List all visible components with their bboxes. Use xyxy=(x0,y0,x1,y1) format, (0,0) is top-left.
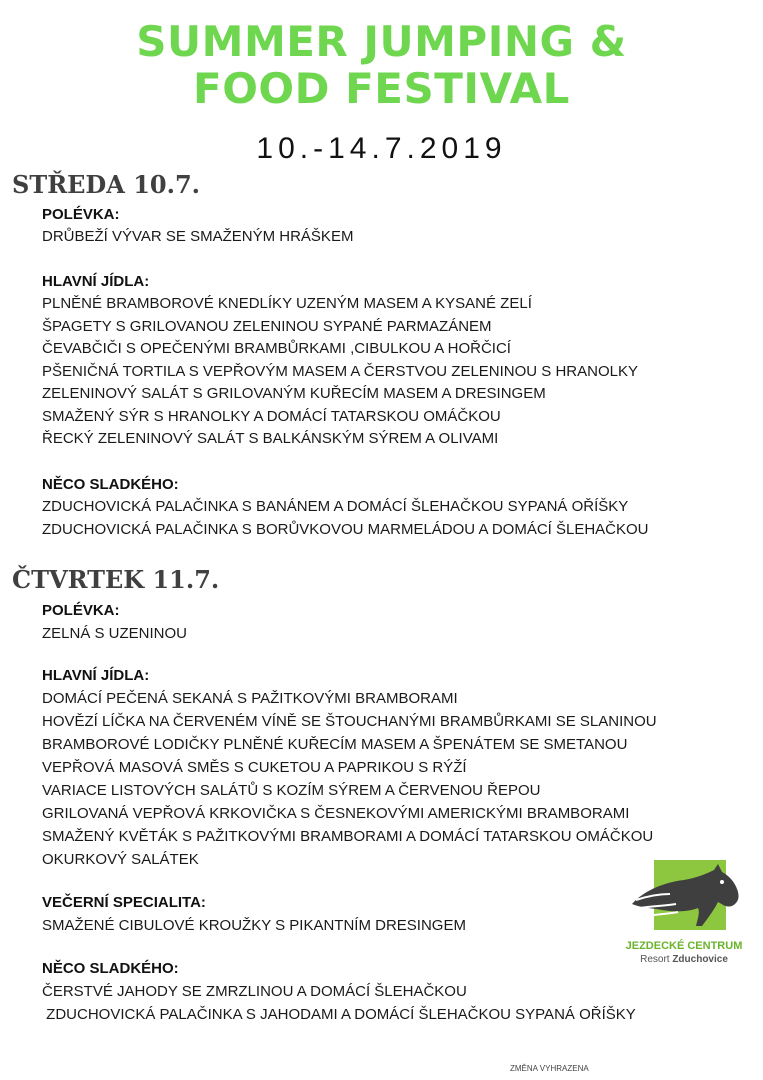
menu-item: ZDUCHOVICKÁ PALAČINKA S BANÁNEM A DOMÁCÍ ŠLEHAČKOU SYPANÁ OŘÍŠKY xyxy=(42,498,629,515)
menu-item: ŘECKÝ ZELENINOVÝ SALÁT S BALKÁNSKÝM SÝREM A OLIVAMI xyxy=(42,430,499,447)
footer-note: ZMĚNA VYHRAZENA xyxy=(510,1064,589,1073)
section-heading-sweet: NĚCO SLADKÉHO: xyxy=(42,960,179,977)
festival-title xyxy=(0,18,763,112)
horse-head-icon xyxy=(622,860,746,936)
menu-item: SMAŽENÉ CIBULOVÉ KROUŽKY S PIKANTNÍM DRESINGEM xyxy=(42,917,466,934)
menu-item: ŠPAGETY S GRILOVANOU ZELENINOU SYPANÉ PARMAZÁNEM xyxy=(42,318,492,335)
menu-item: GRILOVANÁ VEPŘOVÁ KRKOVIČKA S ČESNEKOVÝMI AMERICKÝMI BRAMBORAMI xyxy=(42,805,630,822)
section-heading-soup: POLÉVKA: xyxy=(42,206,120,223)
section-heading-mains: HLAVNÍ JÍDLA: xyxy=(42,667,150,684)
menu-item: DRŮBEŽÍ VÝVAR SE SMAŽENÝM HRÁŠKEM xyxy=(42,228,354,245)
menu-item: ZDUCHOVICKÁ PALAČINKA S JAHODAMI A DOMÁCÍ ŠLEHAČKOU SYPANÁ OŘÍŠKY xyxy=(42,1006,636,1023)
section-heading-soup: POLÉVKA: xyxy=(42,602,120,619)
menu-item: PLNĚNÉ BRAMBOROVÉ KNEDLÍKY UZENÝM MASEM A KYSANÉ ZELÍ xyxy=(42,295,532,312)
menu-item: ZELNÁ S UZENINOU xyxy=(42,625,188,642)
menu-item: HOVĚZÍ LÍČKA NA ČERVENÉM VÍNĚ SE ŠTOUCHANÝMI BRAMBŮRKAMI SE SLANINOU xyxy=(42,713,657,730)
menu-item: SMAŽENÝ SÝR S HRANOLKY A DOMÁCÍ TATARSKOU OMÁČKOU xyxy=(42,408,501,425)
menu-item: BRAMBOROVÉ LODIČKY PLNĚNÉ KUŘECÍM MASEM A ŠPENÁTEM SE SMETANOU xyxy=(42,736,628,753)
title-line-1: SUMMER JUMPING & xyxy=(136,17,627,66)
resort-logo xyxy=(622,860,746,972)
menu-item: ČERSTVÉ JAHODY SE ZMRZLINOU A DOMÁCÍ ŠLEHAČKOU xyxy=(42,983,467,1000)
section-heading-mains: HLAVNÍ JÍDLA: xyxy=(42,273,150,290)
menu-item: DOMÁCÍ PEČENÁ SEKANÁ S PAŽITKOVÝMI BRAMBORAMI xyxy=(42,690,458,707)
menu-item: PŠENIČNÁ TORTILA S VEPŘOVÝM MASEM A ČERSTVOU ZELENINOU S HRANOLKY xyxy=(42,363,638,380)
logo-name: JEZDECKÉ CENTRUM xyxy=(625,940,743,952)
festival-dates: 10.-14.7.2019 xyxy=(256,132,507,165)
menu-item: OKURKOVÝ SALÁTEK xyxy=(42,851,199,868)
section-heading-special: VEČERNÍ SPECIALITA: xyxy=(42,894,206,911)
menu-item: ČEVABČIČI S OPEČENÝMI BRAMBŮRKAMI ,CIBULKOU A HOŘČICÍ xyxy=(42,340,511,357)
menu-item: SMAŽENÝ KVĚTÁK S PAŽITKOVÝMI BRAMBORAMI A DOMÁCÍ TATARSKOU OMÁČKOU xyxy=(42,828,654,845)
menu-item: VEPŘOVÁ MASOVÁ SMĚS S CUKETOU A PAPRIKOU S RÝŽÍ xyxy=(42,759,467,776)
section-heading-sweet: NĚCO SLADKÉHO: xyxy=(42,476,179,493)
day-heading-thursday: ČTVRTEK 11.7. xyxy=(12,565,220,594)
logo-subtitle-prefix: Resort xyxy=(640,954,673,965)
menu-item: ZDUCHOVICKÁ PALAČINKA S BORŮVKOVOU MARMELÁDOU A DOMÁCÍ ŠLEHAČKOU xyxy=(42,521,649,538)
menu-item: VARIACE LISTOVÝCH SALÁTŮ S KOZÍM SÝREM A ČERVENOU ŘEPOU xyxy=(42,782,541,799)
title-line-2: FOOD FESTIVAL xyxy=(193,64,570,113)
day-heading-wednesday: STŘEDA 10.7. xyxy=(12,170,201,199)
logo-subtitle xyxy=(622,954,746,965)
menu-item: ZELENINOVÝ SALÁT S GRILOVANÝM KUŘECÍM MASEM A DRESINGEM xyxy=(42,385,546,402)
logo-subtitle-bold: Zduchovice xyxy=(672,954,728,965)
